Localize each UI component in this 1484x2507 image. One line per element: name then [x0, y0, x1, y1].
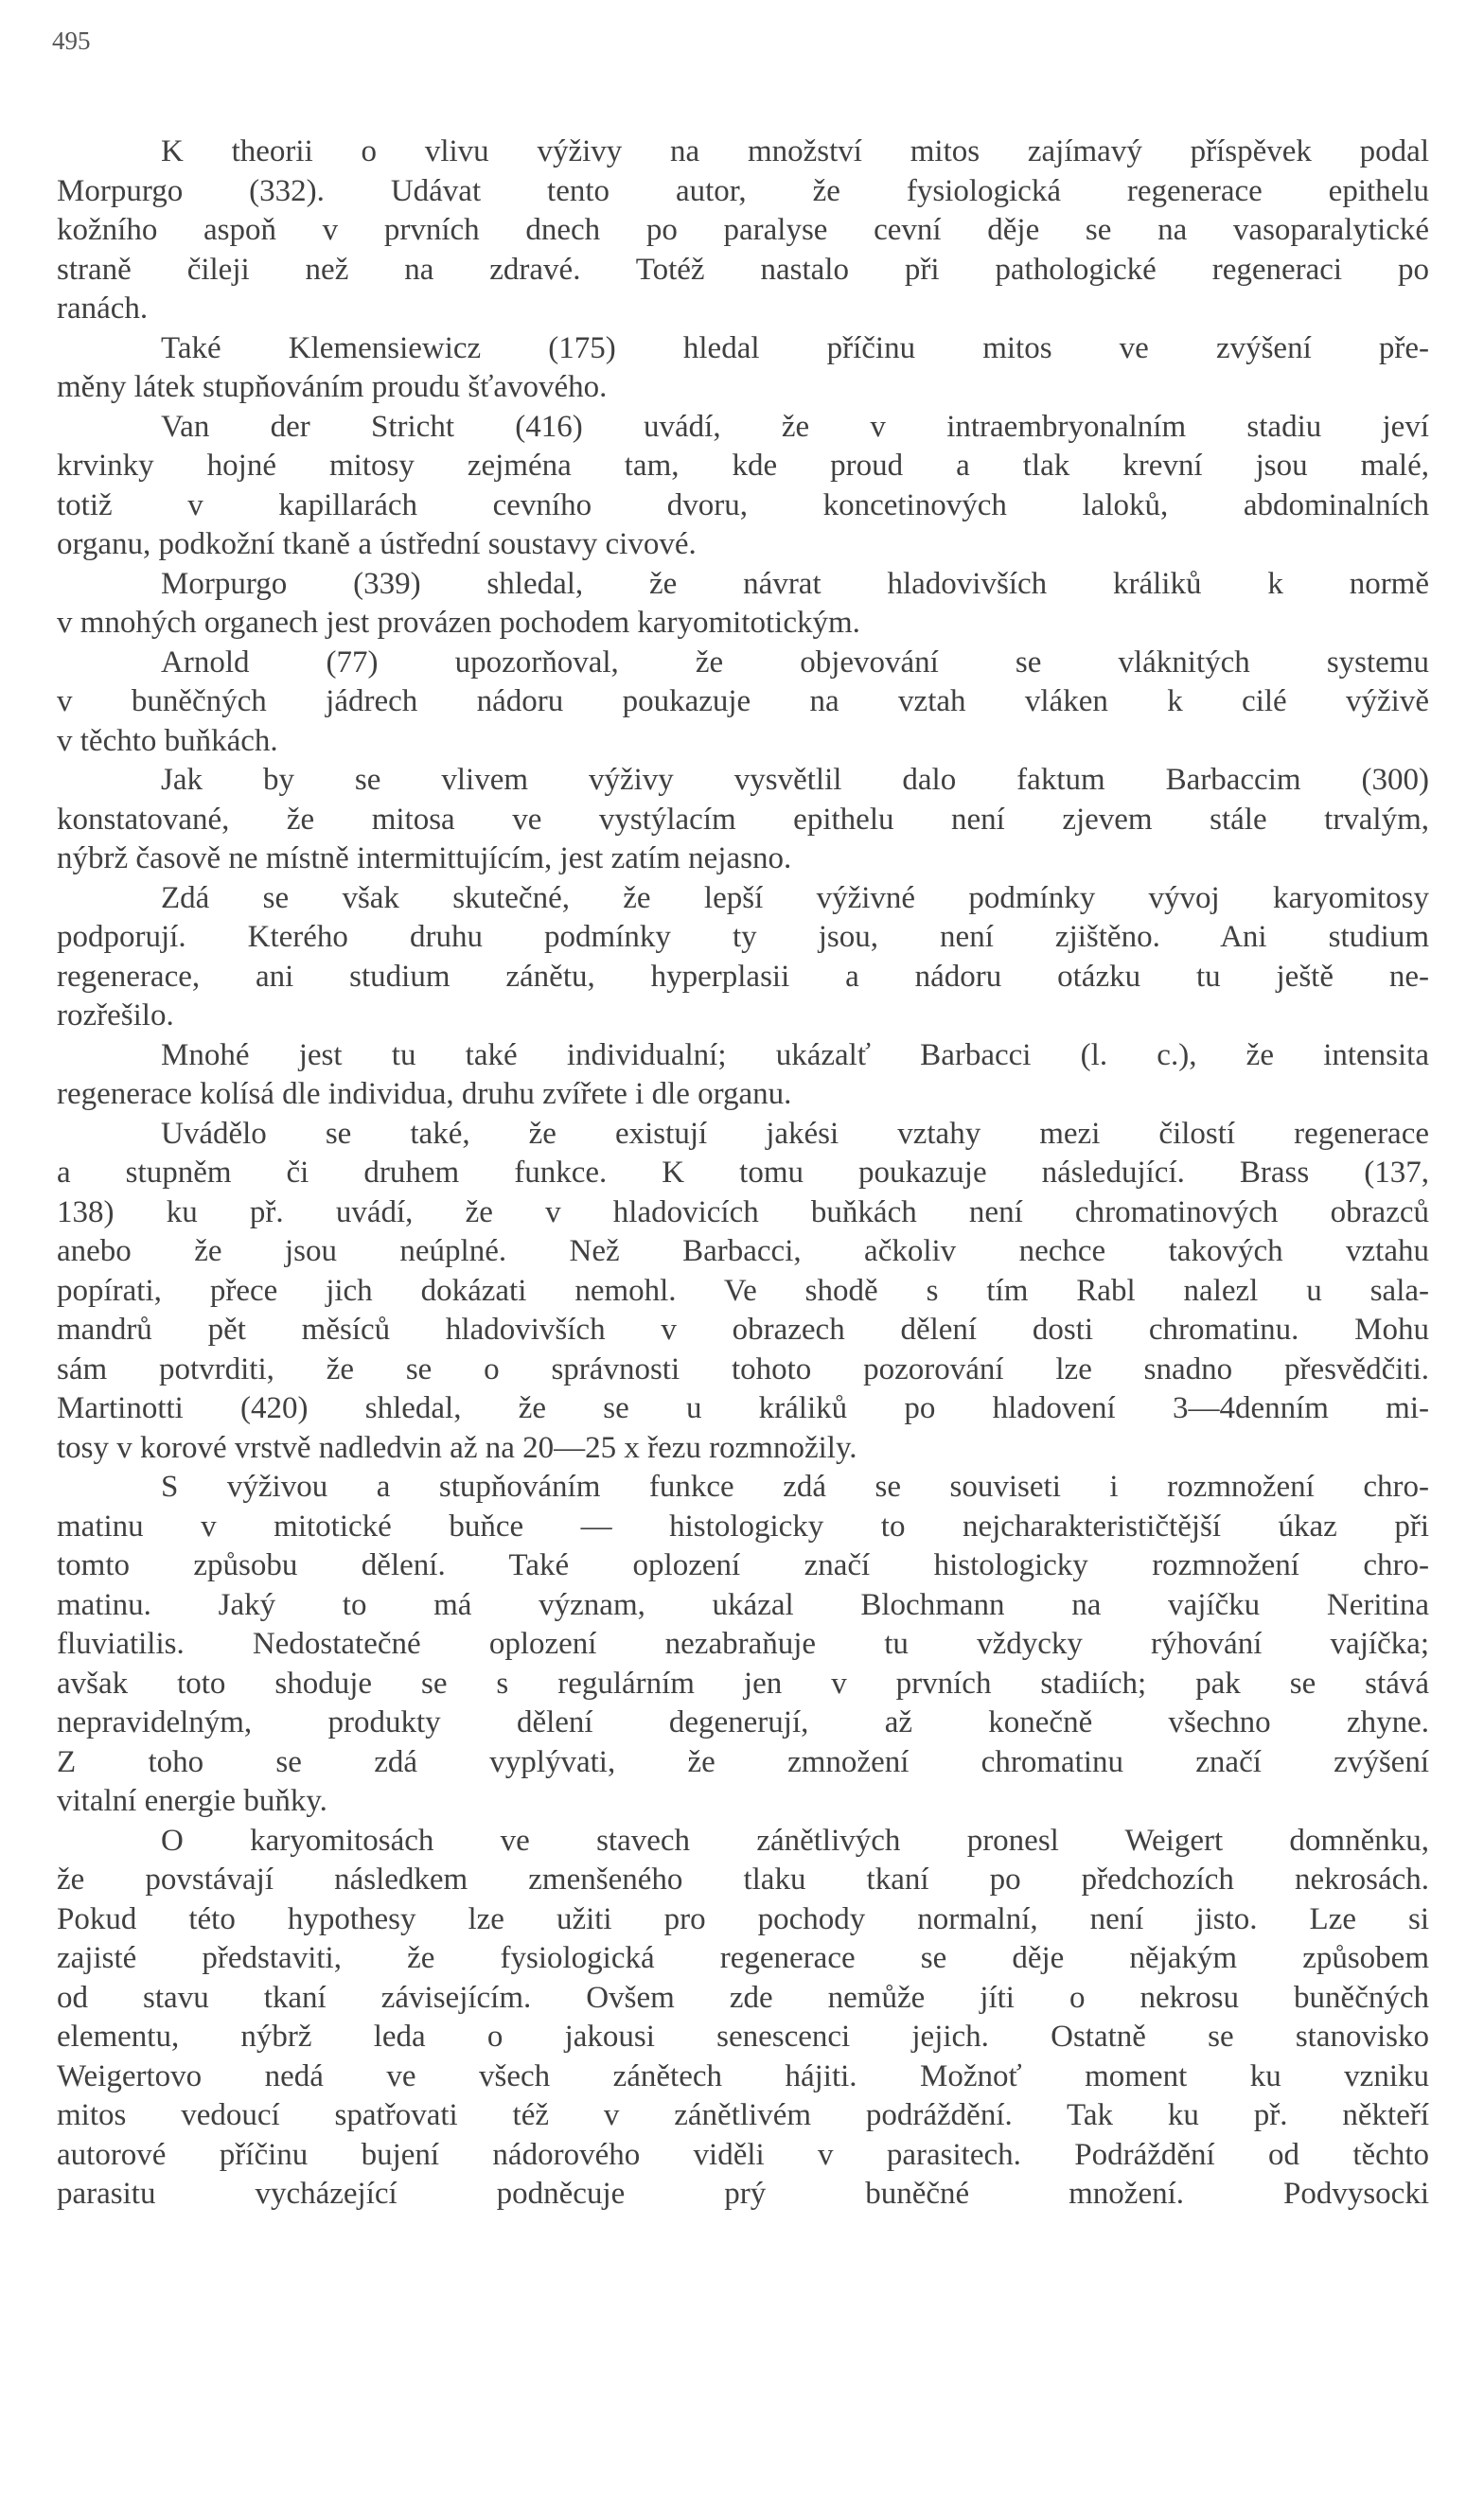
- text-line: nýbrž časově ne místně intermittujícím, jest zatím nejasno.: [57, 841, 792, 875]
- text-line: sám potvrditi, že se o správnosti tohoto pozorování lze snadno přesvědčiti.: [57, 1351, 1429, 1386]
- text-line: matinu v mitotické buňce — histologicky to nejcharakterističtější úkaz při: [57, 1509, 1429, 1544]
- text-line: krvinky hojné mitosy zejména tam, kde proud a tlak krevní jsou malé,: [57, 449, 1429, 483]
- text-line: podporují. Kterého druhu podmínky ty jsou, není zjištěno. Ani studium: [57, 920, 1429, 954]
- text-line: popírati, přece jich dokázati nemohl. Ve shodě s tím Rabl nalezl u sala-: [57, 1273, 1429, 1308]
- text-line: kožního aspoň v prvních dnech po paralyse cevní děje se na vasoparalytické: [57, 213, 1429, 247]
- page-number: 495: [52, 26, 91, 55]
- text-line: v buněčných jádrech nádoru poukazuje na vztah vláken k cilé výživě: [57, 684, 1429, 718]
- text-line: Arnold (77) upozorňoval, že objevování se vláknitých systemu: [161, 644, 1429, 680]
- text-line: Morpurgo (332). Udávat tento autor, že fysiologická regenerace epithelu: [57, 173, 1429, 208]
- text-line: elementu, nýbrž leda o jakousi senescenci jejich. Ostatně se stanovisko: [57, 2020, 1429, 2054]
- text-line: Weigertovo nedá ve všech zánětech hájiti. Možnoť moment ku vzniku: [57, 2058, 1429, 2093]
- text-line: od stavu tkaní závisejícím. Ovšem zde nemůže jíti o nekrosu buněčných: [57, 1980, 1429, 2015]
- text-line: O karyomitosách ve stavech zánětlivých pronesl Weigert domněnku,: [161, 1823, 1429, 1858]
- text-line: avšak toto shoduje se s regulárním jen v prvních stadiích; pak se stává: [57, 1666, 1429, 1701]
- text-line: parasitu vycházející podněcuje prý buněčné množení. Podvysocki: [57, 2177, 1429, 2211]
- text-line: Martinotti (420) shledal, že se u králiků po hladovení 3—4denním mi-: [57, 1391, 1429, 1425]
- text-line: S výživou a stupňováním funkce zdá se souviseti i rozmnožení chro-: [161, 1470, 1429, 1504]
- text-line: anebo že jsou neúplné. Než Barbacci, ačkoliv nechce takových vztahu: [57, 1234, 1429, 1268]
- text-line: Jak by se vlivem výživy vysvětlil dalo faktum Barbaccim (300): [161, 763, 1429, 797]
- text-line: měny látek stupňováním proudu šťavového.: [57, 370, 608, 404]
- text-line: organu, podkožní tkaně a ústřední soustavy civové.: [57, 527, 697, 561]
- text-line: autorové příčinu bujení nádorového viděli v parasitech. Podráždění od těchto: [57, 2137, 1429, 2172]
- text-line: Van der Stricht (416) uvádí, že v intraembryonalním stadiu jeví: [161, 409, 1429, 444]
- text-line: v mnohých organech jest provázen pochodem karyomitotickým.: [57, 606, 860, 640]
- text-line: zajisté představiti, že fysiologická regenerace se děje nějakým způsobem: [57, 1941, 1429, 1975]
- text-line: fluviatilis. Nedostatečné oplození nezabraňuje tu vždycky rýhování vajíčka;: [57, 1627, 1429, 1661]
- text-line: ranách.: [57, 291, 149, 326]
- text-line: mandrů pět měsíců hladovivších v obrazech dělení dosti chromatinu. Mohu: [57, 1313, 1429, 1347]
- text-line: nepravidelným, produkty dělení degenerují, až konečně všechno zhyne.: [57, 1705, 1429, 1739]
- text-line: Také Klemensiewicz (175) hledal příčinu mitos ve zvýšení pře-: [161, 330, 1429, 365]
- text-line: konstatované, že mitosa ve vystýlacím epithelu není zjevem stále trvalým,: [57, 802, 1429, 837]
- text-line: Uvádělo se také, že existují jakési vztahy mezi čilostí regenerace: [161, 1116, 1429, 1151]
- text-line: tomto způsobu dělení. Také oplození značí histologicky rozmnožení chro-: [57, 1548, 1429, 1582]
- text-line: že povstávají následkem zmenšeného tlaku tkaní po předchozích nekrosách.: [57, 1863, 1429, 1897]
- text-line: Morpurgo (339) shledal, že návrat hladovivších králiků k normě: [161, 566, 1429, 601]
- text-line: v těchto buňkách.: [57, 723, 278, 758]
- text-line: vitalní energie buňky.: [57, 1784, 327, 1818]
- text-line: rozřešilo.: [57, 998, 174, 1033]
- text-line: Zdá se však skutečné, že lepší výživné podmínky vývoj karyomitosy: [161, 880, 1429, 915]
- text-line: matinu. Jaký to má význam, ukázal Blochmann na vajíčku Neritina: [57, 1587, 1429, 1622]
- text-line: mitos vedoucí spatřovati též v zánětlivém podráždění. Tak ku př. někteří: [57, 2098, 1429, 2132]
- text-line: straně čileji než na zdravé. Totéž nastalo při pathologické regeneraci po: [57, 252, 1429, 287]
- text-line: a stupněm či druhem funkce. K tomu poukazuje následující. Brass (137,: [57, 1156, 1429, 1190]
- text-line: 138) ku př. uvádí, že v hladovicích buňkách není chromatinových obrazců: [57, 1194, 1429, 1229]
- text-line: Mnohé jest tu také individualní; ukázalť Barbacci (l. c.), že intensita: [161, 1037, 1429, 1072]
- text-line: Z toho se zdá vyplývati, že zmnožení chromatinu značí zvýšení: [57, 1744, 1429, 1779]
- text-line: tosy v korové vrstvě nadledvin až na 20—25 x řezu rozmnožily.: [57, 1430, 857, 1465]
- text-line: Pokud této hypothesy lze užiti pro pochody normalní, není jisto. Lze si: [57, 1901, 1429, 1936]
- text-line: totiž v kapillarách cevního dvoru, koncetinových laloků, abdominalních: [57, 487, 1429, 522]
- text-line: K theorii o vlivu výživy na množství mitos zajímavý příspěvek podal: [161, 134, 1429, 168]
- text-line: regenerace, ani studium zánětu, hyperplasii a nádoru otázku tu ještě ne-: [57, 959, 1429, 994]
- text-line: regenerace kolísá dle individua, druhu zvířete i dle organu.: [57, 1077, 792, 1111]
- body-text: [57, 132, 1429, 2215]
